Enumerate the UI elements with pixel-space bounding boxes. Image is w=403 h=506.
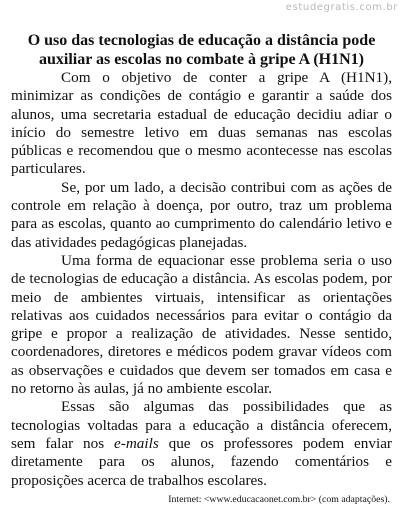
source-citation: Internet: <www.educacaonet.com.br> (com adaptações). xyxy=(168,493,390,505)
paragraph-4-text-end: que os professores podem enviar diretamente para os alunos, fazendo comentários e proposições acerca de trabalhos escolares. xyxy=(11,434,392,489)
paragraph-1: Com o objetivo de conter a gripe A (H1N1), minimizar as condições de contágio e garantir a saúde dos alunos, uma secretaria estadual de educação decidiu adiar o início do semestre letivo em duas semanas nas escolas públicas e recomendou que o mesmo acontecesse nas escolas particulares. xyxy=(11,69,392,178)
paragraph-4-text-start: Essas são algumas das possibilidades que as tecnologias voltadas para a educação a distância oferecem, sem falar nos xyxy=(11,398,392,452)
paragraph-3: Uma forma de equacionar esse problema seria o uso de tecnologias de educação a distância. As escolas podem, por meio de ambientes virtuais, intensificar as orientações relativas aos cuidados necessários para evitar o contágio da gripe e propor a realização de atividades. Nesse sentido, coordenadores, diretores e médicos podem gravar vídeos com as observações e cuidados que devem ser tomados em casa e no retorno às aulas, já no ambiente escolar. xyxy=(11,251,392,398)
watermark: estudegratis.com.br xyxy=(285,2,398,13)
emails-term: e-mails xyxy=(114,434,159,452)
document xyxy=(11,31,392,506)
paragraph-4 xyxy=(11,398,392,489)
document-title: O uso das tecnologias de educação a distância pode auxiliar as escolas no combate à gripe A (H1N1) xyxy=(27,32,376,68)
paragraph-2: Se, por um lado, a decisão contribui com as ações de controle em relação à doença, por outro, traz um problema para as escolas, quanto ao cumprimento do calendário letivo e das atividades pedagógicas planejadas. xyxy=(11,178,392,251)
document-body xyxy=(11,69,392,490)
